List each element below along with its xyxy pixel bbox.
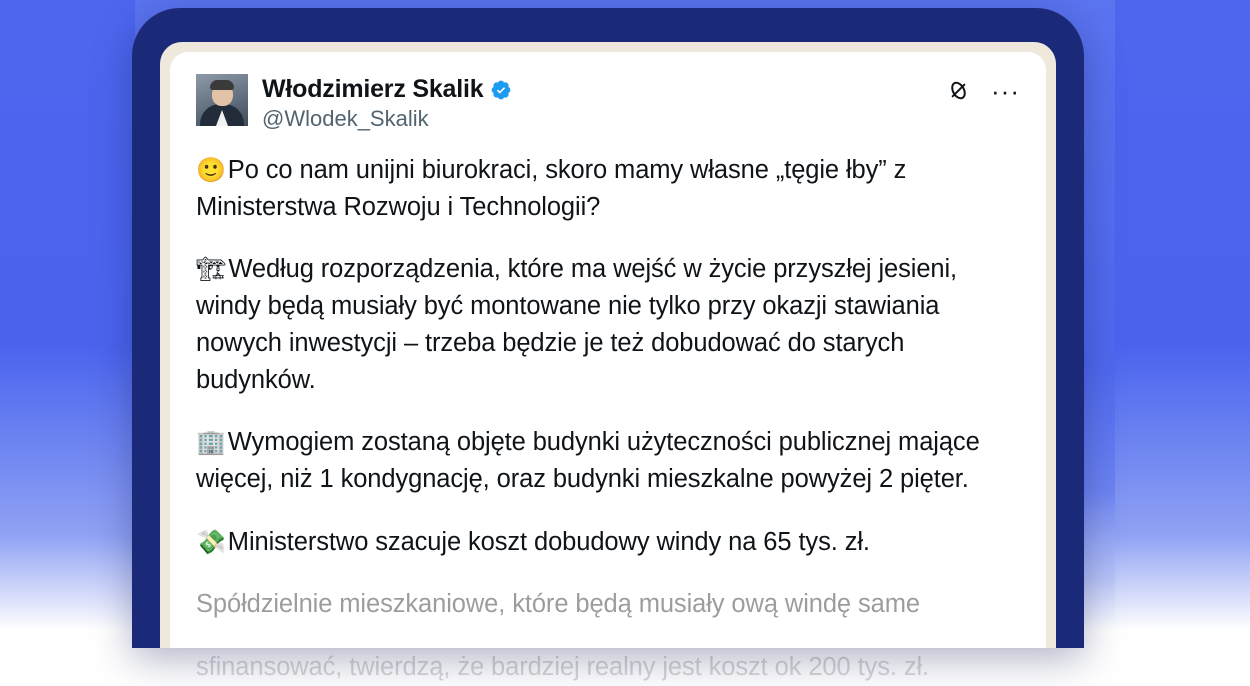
- tweet-paragraph-6: sfinansować, twierdzą, że bardziej realny jest koszt ok 200 tys. zł.: [196, 653, 930, 682]
- author-display-name[interactable]: Włodzimierz Skalik: [262, 75, 484, 103]
- tweet-card: [170, 52, 1046, 682]
- tweet-paragraph-3-text: Wymogiem zostaną objęte budynki użyteczności publicznej mające więcej, niż 1 kondygnację, oraz budynki mieszkalne powyżej 2 pięter.: [196, 428, 980, 494]
- tweet-paragraph-4: [196, 524, 1020, 561]
- money-wings-emoji: 💸: [196, 528, 226, 556]
- phone-screen: [160, 42, 1056, 682]
- tweet-paragraph-2: [196, 251, 1020, 398]
- construction-crane-emoji: 🏗: [196, 256, 227, 284]
- tweet-paragraph-5: Spółdzielnie mieszkaniowe, które będą musiały ową windę same: [196, 590, 920, 619]
- more-options-icon[interactable]: ···: [991, 75, 1020, 106]
- background-right-panel: [1115, 0, 1250, 630]
- avatar[interactable]: [196, 74, 248, 126]
- tweet-paragraph-1-text: Po co nam unijni biurokraci, skoro mamy własne „tęgie łby” z Ministerstwa Rozwoju i Technologii?: [196, 156, 907, 221]
- author-name-row: [262, 75, 512, 104]
- phone-device-frame: [132, 8, 1084, 682]
- background-left-panel: [0, 0, 135, 630]
- tweet-paragraph-1: [196, 152, 1020, 225]
- tweet-header: [196, 74, 1020, 132]
- tweet-paragraph-4-text: Ministerstwo szacuje koszt dobudowy windy na 65 tys. zł.: [227, 527, 870, 556]
- office-building-emoji: 🏢: [196, 429, 226, 457]
- author-names: [262, 74, 512, 132]
- avatar-hair: [210, 80, 234, 90]
- slight-smile-emoji: 🙂: [196, 157, 226, 184]
- author-handle[interactable]: @Wlodek_Skalik: [262, 106, 429, 131]
- tweet-paragraph-3: [196, 424, 1020, 497]
- tweet-paragraph-2-text: Według rozporządzenia, które ma wejść w życie przyszłej jesieni, windy będą musiały być montowane nie tylko przy okazji stawiania nowych inwestycji – trzeba będzie je też dobudować do starych budynków.: [196, 255, 958, 394]
- verified-badge-icon: [490, 79, 512, 101]
- grok-actions-icon[interactable]: [946, 78, 971, 103]
- tweet-text: [196, 152, 1020, 686]
- tweet-header-actions: [946, 74, 1020, 106]
